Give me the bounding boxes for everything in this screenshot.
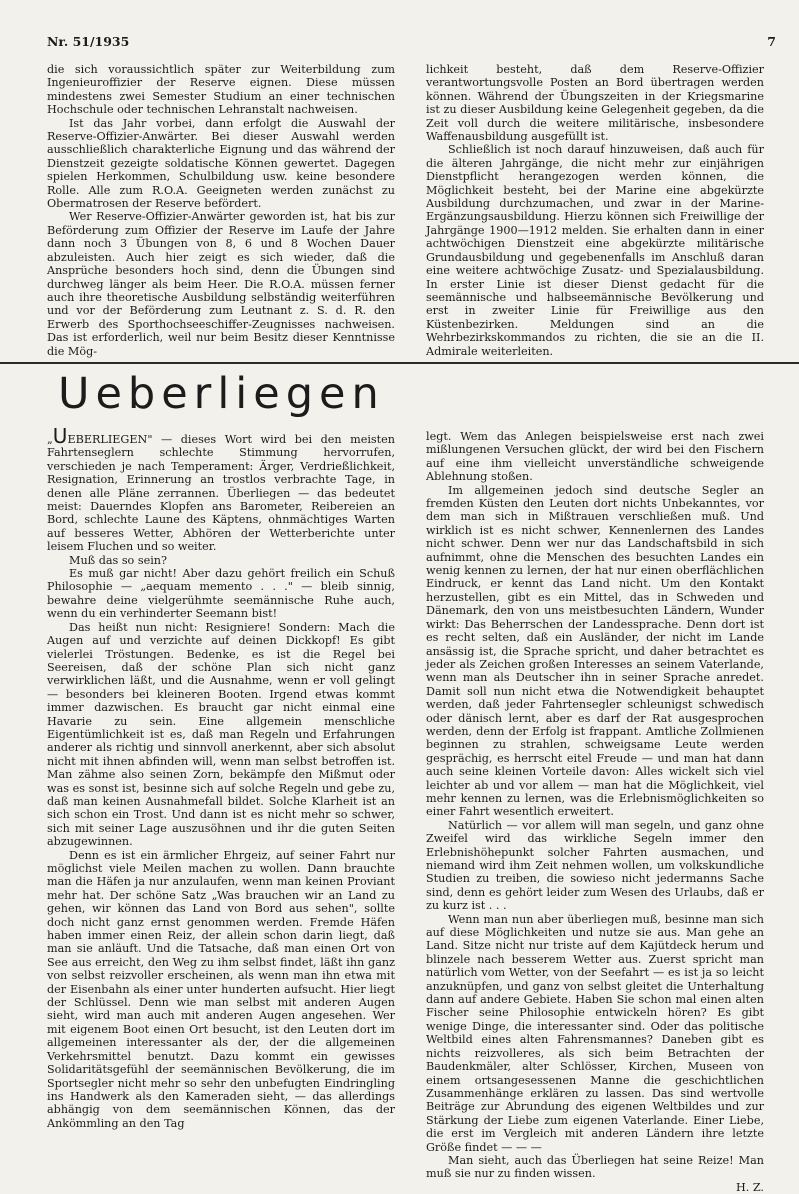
paragraph: legt. Wem das Anlegen beispielsweise erst nach zwei mißlungenen Versuchen glückt, der wird bei den Fischern auf eine ihm vielleicht unverständliche schweigende Ablehnung stoßen. — [426, 430, 764, 484]
paragraph: Man sieht, auch das Überliegen hat seine Reize! Man muß sie nur zu finden wissen. — [426, 1153, 764, 1181]
paragraph: Im allgemeinen jedoch sind deutsche Segler an fremden Küsten den Leuten dort nichts Unbekanntes, vor dem man sich in Mißtrauen verschließen muß. Und wirklich ist es nicht schwer, Kennenlernen des Landes nicht schwer. Denn wer nur das Landschaftsbild in sich aufnimmt, ohne die Menschen des besuchten Landes ein wenig kennen zu lernen, der hat nur einen oberflächlichen Eindruck, er kennt das Land nicht. Um den Kontakt herzustellen, gibt es ein Mittel, das in Schweden und Dänemark, den von uns meistbesuchten Ländern, Wunder wirkt: Das Beherrschen der Landessprache. Denn dort ist es recht selten, daß ein Ausländer, der nicht im Lande ansässig ist, die Sprache spricht, und daher betrachtet es jeder als Zeichen großen Interesses an seinem Vaterlande, wenn man als Deutscher ihn in seiner Sprache anredet. Damit soll nun nicht etwa die Notwendigkeit behauptet werden, daß jeder Fahrtensegler schleunigst schwedisch oder dänisch lernt, aber es darf der Rat ausgesprochen werden, denn der Erfolg ist frappant. Amtliche Zollmienen beginnen zu strahlen, schweigsame Leute werden gesprächig, es herrscht eitel Freude — und man hat dann auch seine kleinen Vorteile davon: Alles wickelt sich viel leichter ab und vor allem — man hat die Möglichkeit, viel mehr kennen zu lernen, was die Erlebnismöglichkeiten so einer Fahrt wesentlich erweitert. — [426, 483, 764, 819]
article-left-column — [47, 424, 395, 1130]
issue-number: Nr. 51/1935 — [47, 34, 130, 49]
paragraph: Es muß gar nicht! Aber dazu gehört freilich ein Schuß Philosophie — „aequam memento . . ." — bleib sinnig, bewahre deine vielgerühmte seemännische Ruhe auch, wenn du ein verhinderter Seemann bist! — [47, 567, 395, 621]
page-number: 7 — [767, 34, 776, 49]
paragraph: Denn es ist ein ärmlicher Ehrgeiz, auf seiner Fahrt nur möglichst viele Meilen machen zu wollen. Dann brauchte man die Häfen ja nur anzulaufen, wenn man keinen Proviant mehr hat. Der schöne Satz „Was brauchen wir an Land zu gehen, wir können das Land von Bord aus sehen", sollte doch nicht ganz ernst genommen werden. Fremde Häfen haben immer einen Reiz, der allein schon darin liegt, daß man sie anläuft. Und die Tatsache, daß man einen Ort von See aus erreicht, den Weg zu ihm selbst findet, läßt ihn ganz von selbst reizvoller erscheinen, als wenn man ihn etwa mit der Eisenbahn als einer unter hunderten aufsucht. Hier liegt der Schlüssel. Denn wie man selbst mit anderen Augen sieht, wird man auch mit anderen Augen angesehen. Wer mit eigenem Boot einen Ort besucht, ist den Leuten dort im allgemeinen interessanter als der, der die allgemeinen Verkehrsmittel benutzt. Dazu kommt ein gewisses Solidaritätsgefühl der seemännischen Bevölkerung, die im Sportsegler nicht mehr so sehr den unbefugten Eindringling ins Handwerk als den Kameraden sieht, — das allerdings abhängig von dem seemännischen Können, das der Ankömmling an den Tag — [47, 848, 395, 1130]
paragraph: Muß das so sein? — [69, 553, 167, 567]
paragraph: Das heißt nun nicht: Resigniere! Sondern: Mach die Augen auf und verzichte auf deinen Dickkopf! Es gibt vielerlei Tröstungen. Bedenke, es ist die Regel bei Seereisen, daß der schöne Plan sich nicht ganz verwirklichen läßt, und die Ausnahme, wenn er voll gelingt — besonders bei kleineren Booten. Irgend etwas kommt immer dazwischen. Es braucht gar nicht einmal eine Havarie zu sein. Eine allgemein menschliche Eigentümlichkeit ist es, daß man Regeln und Erfahrungen anderer als richtig und sinnvoll anerkennt, aber sich absolut nicht mit ihnen abfinden will, wenn man selbst betroffen ist. Man zähme also seinen Zorn, bekämpfe den Mißmut oder was es sonst ist, besinne sich auf solche Regeln und gebe zu, daß man keinen Ausnahmefall bildet. Solche Klarheit ist an sich schon ein Trost. Und dann ist es nicht mehr so schwer, sich mit seiner Lage auszusöhnen und ihr die guten Seiten abzugewinnen. — [47, 620, 395, 849]
paragraph: Schließlich ist noch darauf hinzuweisen, daß auch für die älteren Jahrgänge, die nicht mehr zur einjährigen Dienstpflicht herangezogen werden können, die Möglichkeit besteht, bei der Marine eine abgekürzte Ausbildung durchzumachen, und zwar in der Marine-Ergänzungsausbildung. Hierzu können sich Freiwillige der Jahrgänge 1900—1912 melden. Sie erhalten dann in einer achtwöchigen Dienstzeit eine abgekürzte militärische Grundausbildung und gegebenenfalls im Anschluß daran eine weitere achtwöchige Zusatz- und Spezialausbildung. In erster Linie ist dieser Dienst gedacht für die seemännische und halbseemännische Bevölkerung und erst in zweiter Linie für Freiwillige aus den Küstenbezirken. Meldungen sind an die Wehrbezirkskommandos zu richten, die sie an die II. Admirale weiterleiten. — [426, 143, 764, 358]
top-left-column — [47, 63, 395, 358]
paragraph: Natürlich — vor allem will man segeln, und ganz ohne Zweifel wird das wirkliche Segeln immer den Erlebnishöhepunkt solcher Fahrten ausmachen, und niemand wird ihm Zeit nehmen wollen, um volkskundliche Studien zu treiben, die sowieso nicht jedermanns Sache sind, denn es gehört leider zum Wesen des Urlaubs, daß er zu kurz ist . . . — [426, 818, 764, 913]
top-right-column — [426, 63, 764, 358]
paragraph: lichkeit besteht, daß dem Reserve-Offizier verantwortungsvolle Posten an Bord übertragen werden können. Während der Übungszeiten in der Kriegsmarine ist zu dieser Ausbildung keine Gelegenheit gegeben, da die Zeit voll durch die weitere militärische, insbesondere Waffenausbildung ausgefüllt ist. — [426, 63, 764, 144]
section-divider — [0, 362, 799, 364]
lead-text: EBERLIEGEN" — dieses Wort wird bei den meisten Fahrtenseglern schlechte Stimmung hervorrufen, verschieden je nach Temperament: Ärger, Verdrießlichkeit, Resignation, Erinnerung an trostlos verbrachte Tage, in denen alle Pläne zerrannen. Überliegen — das bedeutet meist: Dauerndes Klopfen ans Barometer, Reibereien an Bord, schlechte Laune des Käptens, ohnmächtiges Warten auf besseres Wetter, Abhören der Wetterberichte unter leisem Fluchen und so weiter. — [47, 433, 395, 554]
paragraph: die sich voraussichtlich später zur Weiterbildung zum Ingenieuroffizier der Reserve eignen. Diese müssen mindestens zwei Semester Studium an einer technischen Hochschule oder technischen Lehranstalt nachweisen. — [47, 63, 395, 117]
lead-paragraph: „UEBERLIEGEN" — dieses Wort wird bei den meisten Fahrtenseglern schlechte Stimmung hervorrufen, verschieden je nach Temperament: Ärger, Verdrießlichkeit, Resignation, Erinnerung an trostlos verbrachte Tage, in denen alle Pläne zerrannen. Überliegen — das bedeutet meist: Dauerndes Klopfen ans Barometer, Reibereien an Bord, schlechte Laune des Käptens, ohnmächtiges Warten auf besseres Wetter, Abhören der Wetterberichte unter leisem Fluchen und so weiter. — [47, 424, 395, 554]
article-title: Ueberliegen — [58, 369, 385, 419]
author-signature: H. Z. — [735, 1180, 764, 1194]
paragraph: Ist das Jahr vorbei, dann erfolgt die Auswahl der Reserve-Offizier-Anwärter. Bei dieser Auswahl werden ausschließlich charakterliche Eignung und das während der Dienstzeit gezeigte soldatische Können gewertet. Dagegen spielen Herkommen, Schulbildung usw. keine besondere Rolle. Alle zum R.O.A. Geeigneten werden zunächst zu Obermatrosen der Reserve befördert. — [47, 116, 395, 211]
paragraph: Wer Reserve-Offizier-Anwärter geworden ist, hat bis zur Beförderung zum Offizier der Reserve im Laufe der Jahre dann noch 3 Übungen von 8, 6 und 8 Wochen Dauer abzuleisten. Auch hier zeigt es sich wieder, daß die Ansprüche besonders hoch sind, denn die Übungen sind durchweg länger als beim Heer. Die R.O.A. müssen ferner auch ihre theoretische Ausbildung selbständig weiterführen und vor der Beförderung zum Leutnant z. S. d. R. den Erwerb des Sporthochseeschiffer-Zeugnisses nachweisen. Das ist erforderlich, weil nur beim Besitz dieser Kenntnisse die Mög- — [47, 210, 395, 358]
drop-cap: U — [52, 424, 68, 448]
article-right-column — [426, 430, 764, 1194]
paragraph: Wenn man nun aber überliegen muß, besinne man sich auf diese Möglichkeiten und nutze sie aus. Man gehe an Land. Sitze nicht nur triste auf dem Kajütdeck herum und blinzele nach besserem Wetter aus. Zuerst spricht man natürlich vom Wetter, von der Seefahrt — es ist ja so leicht anzuknüpfen, und ganz von selbst gleitet die Unterhaltung dann auf andere Gebiete. Haben Sie schon mal einen alten Fischer seine Philosophie entwickeln hören? Es gibt wenige Dinge, die interessanter sind. Oder das politische Weltbild eines alten Fahrensmannes? Daneben gibt es nichts reizvolleres, als sich beim Betrachten der Baudenkmäler, alter Schlösser, Kirchen, Museen von einem ortsangesessenen Manne die geschichtlichen Zusammenhänge erklären zu lassen. Das sind wertvolle Beiträge zur Abrundung des eigenen Weltbildes und zur Stärkung der Liebe zum eigenen Vaterlande. Einer Liebe, die erst im Vergleich mit anderen Ländern ihre letzte Größe findet — — — — [426, 912, 764, 1154]
